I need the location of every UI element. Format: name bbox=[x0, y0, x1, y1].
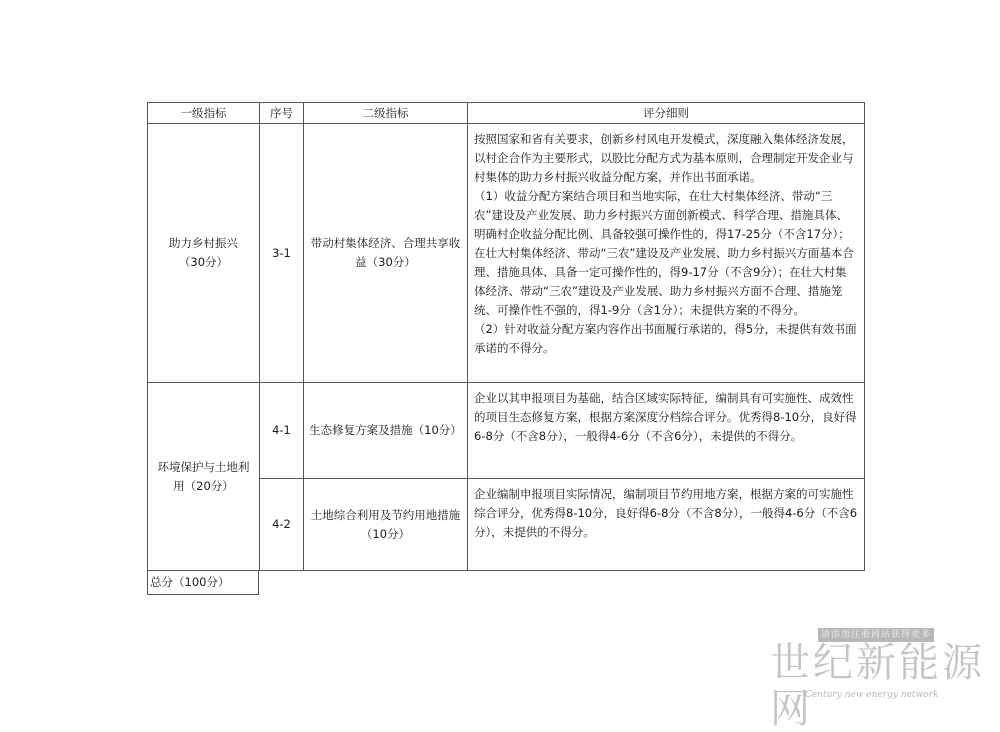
header-scoring-details: 评分细则 bbox=[468, 103, 865, 124]
header-serial-number: 序号 bbox=[260, 103, 304, 124]
detail-paragraph: 按照国家和省有关要求，创新乡村风电开发模式，深度融入集体经济发展，以村企合作为主要形式，以股比分配方式为基本原则，合理制定开发企业与村集体的助力乡村振兴收益分配方案，并作出书面承诺。 bbox=[474, 132, 854, 184]
header-secondary-indicator: 二级指标 bbox=[304, 103, 468, 124]
watermark-logo-text: 世纪新能源网 bbox=[770, 640, 985, 732]
scoring-detail-cell bbox=[468, 124, 865, 383]
secondary-indicator-cell: 生态修复方案及措施（10分） bbox=[304, 383, 468, 479]
header-primary-indicator: 一级指标 bbox=[148, 103, 260, 124]
primary-indicator-cell: 环境保护与土地利用（20分） bbox=[148, 383, 260, 571]
secondary-indicator-cell: 土地综合利用及节约用地措施（10分） bbox=[304, 479, 468, 571]
serial-number-cell: 4-1 bbox=[260, 383, 304, 479]
detail-paragraph: （1）收益分配方案结合项目和当地实际，在壮大村集体经济、带动“三农”建设及产业发展、助力乡村振兴方面创新模式、科学合理、措施具体、明确村企收益分配比例、具备较强可操作性的，得17-25分（不含17分）；在壮大村集体经济、带动“三农”建设及产业发展、助力乡村振兴方面基本合理、措施具体、具备一定可操作性的，得9-17分（不含9分）；在壮大村集体经济、带动“三农”建设及产业发展、助力乡村振兴方面不合理、措施笼统、可操作性不强的，得1-9分（含1分）；未提供方案的不得分。 bbox=[474, 189, 854, 317]
table-row bbox=[148, 124, 865, 383]
primary-indicator-score: （30分） bbox=[178, 255, 229, 269]
serial-number-cell: 4-2 bbox=[260, 479, 304, 571]
scoring-detail-cell: 企业以其申报项目为基础，结合区域实际特征，编制具有可实施性、成效性的项目生态修复方案，根据方案深度分档综合评分。优秀得8-10分，良好得6-8分（不含8分），一般得4-6分（不含6分），未提供的不得分。 bbox=[468, 383, 865, 479]
primary-indicator-label: 助力乡村振兴 bbox=[169, 236, 238, 250]
table-header-row bbox=[148, 103, 865, 124]
scoring-table bbox=[147, 102, 865, 571]
secondary-indicator-cell: 带动村集体经济、合理共享收益（30分） bbox=[304, 124, 468, 383]
detail-paragraph: （2）针对收益分配方案内容作出书面履行承诺的，得5分，未提供有效书面承诺的不得分。 bbox=[474, 322, 857, 355]
watermark-subtitle: Century new energy network bbox=[805, 690, 939, 700]
total-score-cell: 总分（100分） bbox=[147, 570, 259, 595]
scoring-detail-cell: 企业编制申报项目实际情况，编制项目节约用地方案，根据方案的可实施性综合评分，优秀得8-10分，良好得6-8分（不含8分），一般得4-6分（不含6分），未提供的不得分。 bbox=[468, 479, 865, 571]
table-row bbox=[148, 383, 865, 479]
watermark-banner: 请添加注册网站获得更多 bbox=[818, 628, 934, 642]
serial-number-cell: 3-1 bbox=[260, 124, 304, 383]
primary-indicator-cell bbox=[148, 124, 260, 383]
